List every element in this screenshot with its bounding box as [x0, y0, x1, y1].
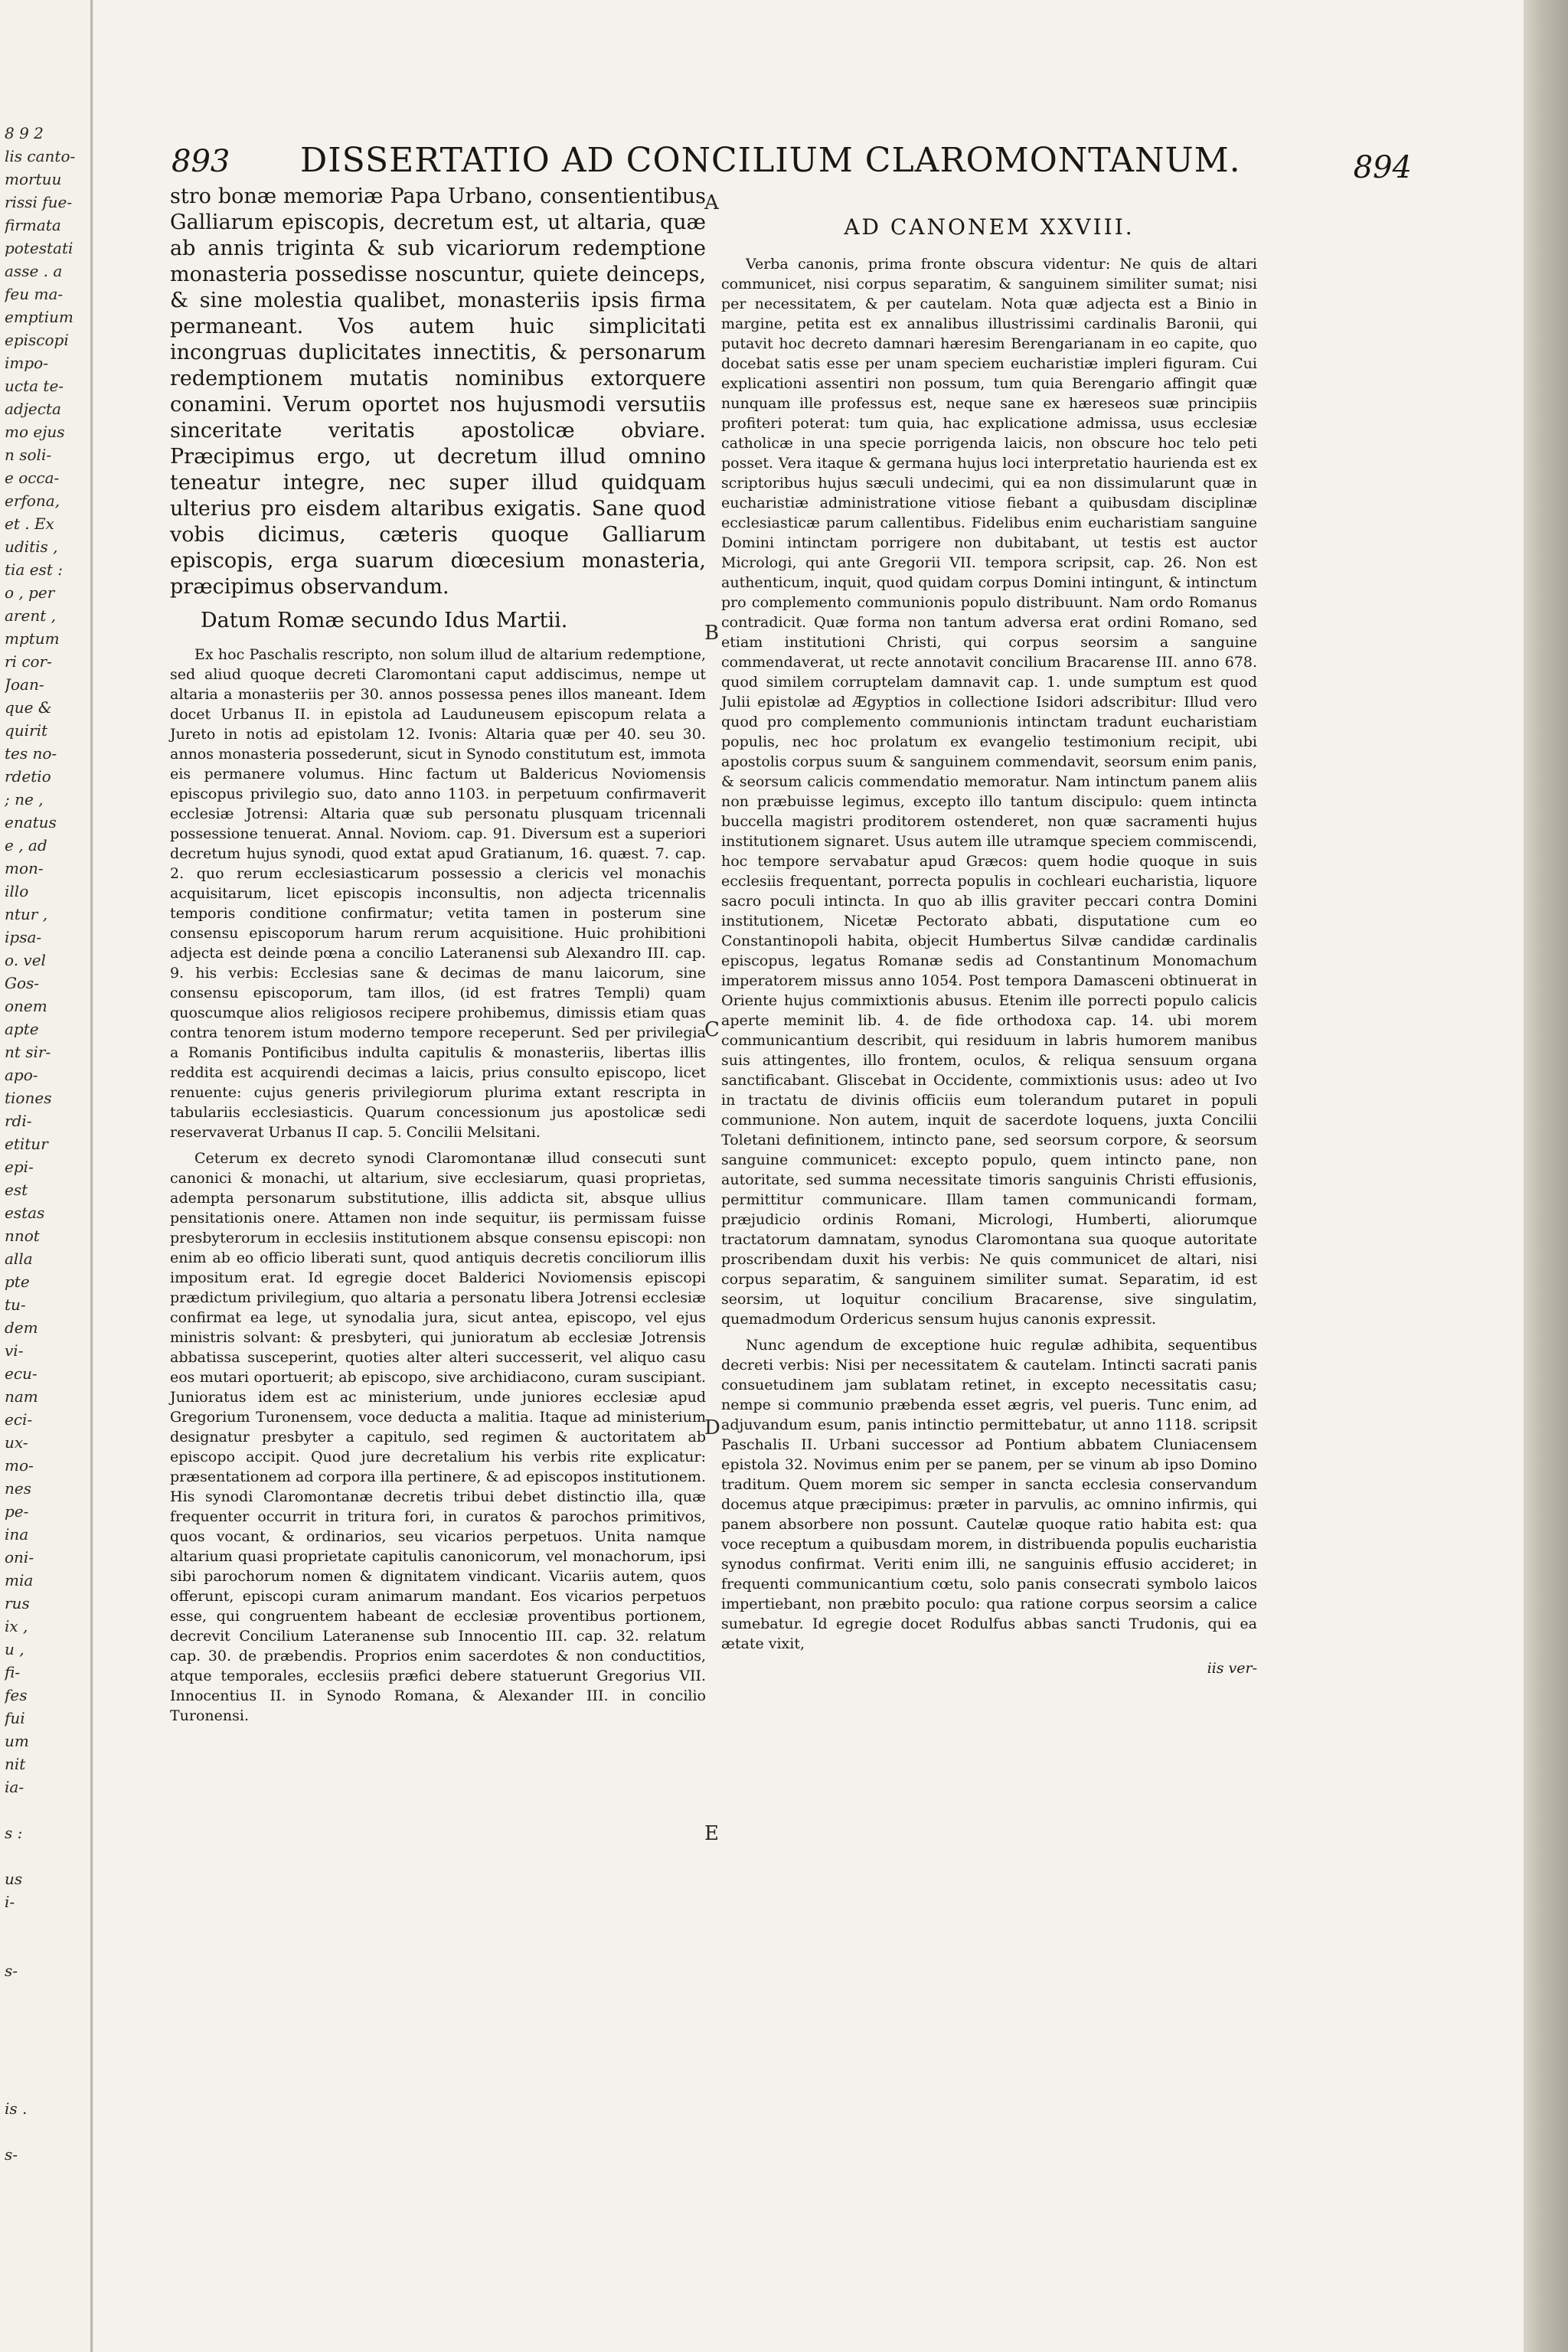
- margin-fragment: alla: [5, 1250, 33, 1268]
- margin-fragment: i-: [5, 1893, 15, 1911]
- margin-fragment: apo-: [5, 1066, 38, 1084]
- left-column: [170, 184, 706, 1732]
- right-column: [721, 184, 1257, 1678]
- previous-page-edge: [0, 0, 93, 2352]
- margin-fragment: oni-: [5, 1548, 34, 1566]
- margin-fragment: ix ,: [5, 1617, 28, 1635]
- margin-fragment: nam: [5, 1387, 38, 1406]
- margin-fragment: tes no-: [5, 744, 57, 763]
- margin-fragment: mptum: [5, 629, 60, 648]
- margin-fragment: mo-: [5, 1456, 34, 1475]
- margin-fragment: feu ma-: [5, 285, 64, 303]
- margin-fragment: firmata: [5, 216, 61, 234]
- margin-fragment: nnot: [5, 1227, 40, 1245]
- margin-fragment: rus: [5, 1594, 30, 1612]
- margin-fragment: illo: [5, 882, 29, 900]
- margin-fragment: emptium: [5, 308, 74, 326]
- margin-fragment: pte: [5, 1272, 30, 1291]
- margin-fragment: fui: [5, 1709, 25, 1727]
- catchword: iis ver-: [1207, 1660, 1257, 1677]
- section-marker-b: B: [704, 622, 720, 645]
- margin-fragment: adjecta: [5, 400, 61, 418]
- margin-fragment: mon-: [5, 859, 44, 877]
- margin-fragment: s-: [5, 2145, 18, 2164]
- margin-fragment: apte: [5, 1020, 39, 1038]
- margin-fragment: ia-: [5, 1778, 24, 1796]
- commentary-paragraph: Ex hoc Paschalis rescripto, non solum illud de altarium redemptione, sed aliud quoque decreti Claromontani caput addiscimus, nempe ut altaria a monasteriis per 30. annos possessa penes illos maneant. Idem docet Urbanus II. in epistola ad Lauduneusem episcopum relata a Jureto in notis ad epistolam 12. Ivonis: Altaria quæ per 40. seu 30. annos monasteria possederunt, sicut in Synodo constitutum est, immota eis permanere volumus. Hinc factum ut Baldericus Noviomensis episcopus privilegio suo, dato anno 1103. in perpetuum confirmaverit ecclesiæ Jotrensi: Altaria quæ sub personatu plusquam tricennali possessione tenuerat. Annal. Noviom. cap. 91. Diversum est a superiori decretum hujus synodi, quod extat apud Gratianum, 16. quæst. 7. cap. 2. quo rerum ecclesiasticarum possessio a clericis vel monachis acquisitarum, licet episcopis inconsultis, non adjecta tricennalis temporis conditione confirmatur; vetita tamen in posterum sine consensu episcoporum harum rerum acquisitione. Huic prohibitioni adjecta est deinde pœna a concilio Lateranensi sub Alexandro III. cap. 9. his verbis: Ecclesias sane & decimas de manu laicorum, sine consensu episcoporum, tam illos, (id est fratres Templi) quam quoscumque alios religiosos recipere prohibemus, dimissis etiam quas contra tenorem istum moderno tempore receperunt. Sed per privilegia a Romanis Pontificibus indulta capitulis & monasteriis, libertas illis reddita est acquirendi decimas a laicis, prius consulto episcopo, licet renuente: cujus generis privilegiorum plurima extant rescripta in tabulariis ecclesiasticis. Quarum concessionum jus apostolicæ sedi reservaverat Urbanus II cap. 5. Concilii Melsitani.: [170, 646, 706, 1141]
- section-marker-c: C: [704, 1018, 720, 1041]
- margin-fragment: s :: [5, 1824, 23, 1842]
- margin-fragment: tia est :: [5, 560, 63, 579]
- margin-fragment: u ,: [5, 1640, 24, 1658]
- section-marker-a: A: [704, 191, 719, 214]
- margin-fragment: rdi-: [5, 1112, 32, 1130]
- margin-fragment: arent ,: [5, 606, 56, 625]
- margin-fragment: etitur: [5, 1135, 48, 1153]
- margin-fragment: e occa-: [5, 469, 60, 487]
- margin-fragment: us: [5, 1870, 23, 1888]
- book-edge-shadow: [1524, 0, 1568, 2352]
- margin-fragment: um: [5, 1732, 29, 1750]
- margin-fragment: rissi fue-: [5, 193, 73, 211]
- margin-fragment: epi-: [5, 1158, 34, 1176]
- margin-fragment: onem: [5, 997, 47, 1015]
- margin-fragment: nt sir-: [5, 1043, 51, 1061]
- margin-fragment: asse . a: [5, 262, 63, 280]
- margin-fragment: que &: [5, 698, 52, 717]
- margin-fragment: ecu-: [5, 1364, 38, 1383]
- commentary-paragraph: Nunc agendum de exceptione huic regulæ adhibita, sequentibus decreti verbis: Nisi per necessitatem & cautelam. Intincti sacrati panis consuetudinem jam sublatam retinet, in excepto necessitatis casu; nempe si communio præbenda esset ægris, vel pueris. Tunc enim, ad adjuvandum esum, panis intinctio permittebatur, ut anno 1118. scripsit Paschalis II. Urbani successor ad Pontium abbatem Cluniacensem epistola 32. Novimus enim per se panem, per se vinum ab ipso Domino traditum. Quem morem sic semper in sancta ecclesia conservandum docemus atque præcipimus: præter in parvulis, ac omnino infirmis, qui panem absorbere non possunt. Cautelæ quoque ratio habita est: qua voce receptum a quibusdam morem, in distribuenda populis eucharistia synodus confirmat. Veriti enim illi, ne sanguinis effusio accideret; in frequenti communicantium cœtu, solo panis consecrati symbolo laicos impertiebant, non præbito poculo: qua ratione corpus seorsim a calice sumebatur. Id egregie docet Rodulfus abbas sancti Trudonis, qui ea ætate vixit,: [721, 1337, 1257, 1652]
- margin-fragment: is .: [5, 2099, 28, 2118]
- margin-fragment: episcopi: [5, 331, 69, 349]
- margin-fragment: n soli-: [5, 446, 52, 464]
- margin-fragment: Joan-: [5, 675, 44, 694]
- margin-fragment: erfona,: [5, 492, 60, 510]
- margin-fragment: impo-: [5, 354, 48, 372]
- margin-fragment: s-: [5, 1962, 18, 1980]
- section-marker-e: E: [704, 1822, 719, 1845]
- margin-fragment: ina: [5, 1525, 29, 1544]
- margin-fragment: ntur ,: [5, 905, 48, 923]
- page-number-right: 894: [1353, 150, 1412, 185]
- margin-fragment: enatus: [5, 813, 57, 831]
- margin-fragment: quirit: [5, 721, 48, 740]
- margin-fragment: ucta te-: [5, 377, 64, 395]
- margin-fragment: rdetio: [5, 767, 51, 786]
- margin-fragment: eci-: [5, 1410, 33, 1429]
- margin-fragment: pe-: [5, 1502, 29, 1521]
- margin-fragment: est: [5, 1181, 28, 1199]
- margin-fragment: fi-: [5, 1663, 21, 1681]
- margin-fragment: uditis ,: [5, 537, 58, 556]
- margin-fragment: mo ejus: [5, 423, 65, 441]
- margin-fragment: ipsa-: [5, 928, 42, 946]
- letter-date: Datum Romæ secundo Idus Martii.: [201, 609, 568, 632]
- margin-fragment: o. vel: [5, 951, 46, 969]
- margin-fragment: ux-: [5, 1433, 28, 1452]
- margin-fragment: lis canto-: [5, 147, 76, 165]
- margin-fragment: et . Ex: [5, 514, 54, 533]
- margin-fragment: potestati: [5, 239, 74, 257]
- margin-fragment: estas: [5, 1204, 45, 1222]
- margin-fragment: mia: [5, 1571, 34, 1589]
- margin-fragment: Gos-: [5, 974, 40, 992]
- commentary-paragraph: Verba canonis, prima fronte obscura videntur: Ne quis de altari communicet, nisi corpus separatim, & sanguinem similiter sumat; nisi per necessitatem, & per cautelam. Nota quæ adjecta est a Binio in margine, petita est ex annalibus illustrissimi cardinalis Baronii, qui putavit hoc decreto damnari hæresim Berengarianam in eo capite, quo docebat satis esse per unam speciem eucharistiæ impleri figuram. Cui explicationi assentiri non possum, tum quia Berengario affingit quæ nunquam ille professus est, neque sane ex hæreseos suæ principiis profiteri poterat: tum quia, hac explicatione admissa, usus ecclesiæ catholicæ in una specie porrigenda laicis, non obscure hoc telo peti posset. Vera itaque & germana hujus loci interpretatio haurienda est ex scriptoribus hujus sæculi undecimi, qui ea non dissimularunt quæ in eucharistiæ administratione vitiose fiebant a quibusdam disciplinæ ecclesiasticæ parum callentibus. Fidelibus enim eucharistiam sanguine Domini intinctam porrigere non dubitabant, ut testis est auctor Micrologi, qui ante Gregorii VII. tempora scripsit, cap. 26. Non est authenticum, inquit, quod quidam corpus Domini intingunt, & intinctum pro complemento communionis populo distribuunt. Nam ordo Romanus contradicit. Quæ forma non tantum adversa erat ordini Romano, sed etiam institutioni Christi, qui corpus seorsim a sanguine commendaverat, ut recte annotavit concilium Bracarense III. anno 678. quod similem corruptelam damnavit cap. 1. unde sumptum est quod Julii epistolæ ad Ægyptios in collectione Isidori adscribitur: Illud vero quod pro complemento communionis intinctam tradunt eucharistiam populis, nec hoc prolatum ex evangelio testimonium recipit, ubi apostolis corpus suum & sanguinem commendavit, seorsum enim panis, & seorsum calicis commendatio memoratur. Nam intinctum panem aliis non præbuisse legimus, excepto illo tantum discipulo: quem intincta buccella magistri proditorem ostenderet, non quæ sacramenti hujus institutionem signaret. Usus autem ille utramque speciem commiscendi, hoc tempore servabatur apud Græcos: quem hodie quoque in suis ecclesiis frequentant, porrecta populis in cochleari eucharistia, liquore sacro poculi intincta. In quo ab illis graviter peccari contra Domini institutionem, Nicetæ Pectorato abbati, disputatione cum eo Constantinopoli habita, objecit Humbertus Silvæ candidæ cardinalis episcopus, legatus Romanæ sedis ad Constantinum Monomachum imperatorem missus anno 1054. Post tempora Damasceni obtinuerat in Oriente hujus commixtionis abusus. Etenim ille porrecti populo calicis aperte meminit lib. 4. de fide orthodoxa cap. 14. ubi morem communicantium describit, qui residuum in labris humorem manibus suis attingentes, illo frontem, oculos, & reliqua sensuum organa sanctificabant. Gliscebat in Occidente, commixtionis usus: adeo ut Ivo in tractatu de divinis officiis eum tolerandum putaret in populi communione. Non autem, inquit de sacerdote loquens, juxta Concilii Toletani definitionem, intincto pane, sed seorsum corpore, & seorsum sanguine communicet: excepto populo, quem intincto pane, non autoritate, sed summa necessitate timoris sanguinis Christi effusionis, permittitur communicare. Illam tamen communicandi formam, præjudicio ordinis Romani, Micrologi, Humberti, aliorumque tractatorum damnatam, synodus Claromontana sua quoque autoritate proscribendam duxit his verbis: Ne quis communicet de altari, nisi corpus separatim, & sanguinem similiter sumat. Separatim, id est seorsim, ut loquitur concilium Bracarense, sive singulatim, quemadmodum Ordericus sensum hujus canonis expressit.: [721, 256, 1257, 1328]
- margin-fragment: nes: [5, 1479, 31, 1498]
- margin-fragment: dem: [5, 1318, 38, 1337]
- book-page: [93, 0, 1524, 2352]
- margin-fragment: ; ne ,: [5, 790, 44, 808]
- letter-conclusion: stro bonæ memoriæ Papa Urbano, consentientibus Galliarum episcopis, decretum est, ut altaria, quæ ab annis triginta & sub vicariorum redemptione monasteria possedisse noscuntur, quiete deinceps, & sine molestia qualibet, monasteriis ipsis firma permaneant. Vos autem huic simplicitati incongruas duplicitates innectitis, & personarum redemptionem mutatis nominibus extorquere conamini. Verum oportet nos hujusmodi versutiis sinceritate veritatis apostolicæ obviare. Præcipimus ergo, ut decretum illud omnino teneatur integre, nec super illud quidquam ulterius pro eisdem altaribus exigatis. Sane quod vobis dicimus, cæteris quoque Galliarum episcopis, erga suarum diœcesium monasteria, præcipimus observandum.: [170, 185, 706, 599]
- commentary-paragraph: Ceterum ex decreto synodi Claromontanæ illud consecuti sunt canonici & monachi, ut altarium, sive ecclesiarum, quasi proprietas, adempta personarum substitutione, illis addicta sit, absque ullius pensitationis onere. Attamen non inde sequitur, iis permissam fuisse presbyterorum in ecclesiis institutionem absque consensu episcopi: non enim ab eo officio liberati sunt, quod antiquis decretis conciliorum illis impositum erat. Id egregie docet Balderici Noviomensis episcopi prædictum privilegium, quo altaria a personatu libera Jotrensi ecclesiæ confirmat ea lege, ut synodalia jura, sicut antea, episcopo, vel ejus ministris solvant: & presbyteri, qui junioratum ab ecclesiæ Jotrensis abbatissa susceperint, quoties alter alteri successerit, vel aliquo casu eos mutari oportuerit; ab episcopo, sive archidiacono, curam suscipiant. Junioratus idem est ac ministerium, unde juniores ecclesiæ apud Gregorium Turonensem, voce deducta a malitia. Itaque ad ministerium designatur presbyter a capitulo, sed regimen & auctoritatem ab episcopo accipit. Quod jure decretalium his verbis rite explicatur: præsentationem ad corpora illa pertinere, & ad episcopos institutionem. His synodi Claromontanæ decretis tribui debet distinctio illa, quæ frequenter occurrit in tritura fori, in curatos & parochos primitivos, quos vocant, & ordinarios, seu vicarios perpetuos. Unita namque altarium quasi proprietate capitulis canonicorum, vel monachorum, ipsi sibi parochorum nomen & dignitatem vindicant. Vicariis autem, quos offerunt, episcopi curam animarum mandant. Eos vicarios perpetuos esse, qui congruentem habeant de ecclesiæ proventibus portionem, decrevit Concilium Lateranense sub Innocentio III. cap. 32. relatum cap. 30. de præbendis. Proprios enim sacerdotes & non conductitios, atque temporales, ecclesiis præfici debere statuerunt Gregorius VII. Innocentius II. in Synodo Romana, & Alexander III. in concilio Turonensi.: [170, 1150, 706, 1724]
- page-header: [172, 136, 1412, 190]
- running-title: DISSERTATIO AD CONCILIUM CLAROMONTANUM.: [300, 141, 1241, 180]
- margin-fragment: ri cor-: [5, 652, 52, 671]
- margin-fragment: tu-: [5, 1295, 26, 1314]
- margin-fragment: mortuu: [5, 170, 62, 188]
- page-number-left: 893: [172, 144, 230, 179]
- margin-fragment: o , per: [5, 583, 55, 602]
- margin-fragment: e , ad: [5, 836, 47, 854]
- section-marker-d: D: [704, 1416, 720, 1439]
- margin-fragment: 8 9 2: [5, 124, 44, 142]
- margin-fragment: nit: [5, 1755, 26, 1773]
- canon-heading: AD CANONEM XXVIII.: [844, 214, 1135, 240]
- margin-fragment: vi-: [5, 1341, 24, 1360]
- margin-fragment: fes: [5, 1686, 28, 1704]
- margin-fragment: tiones: [5, 1089, 52, 1107]
